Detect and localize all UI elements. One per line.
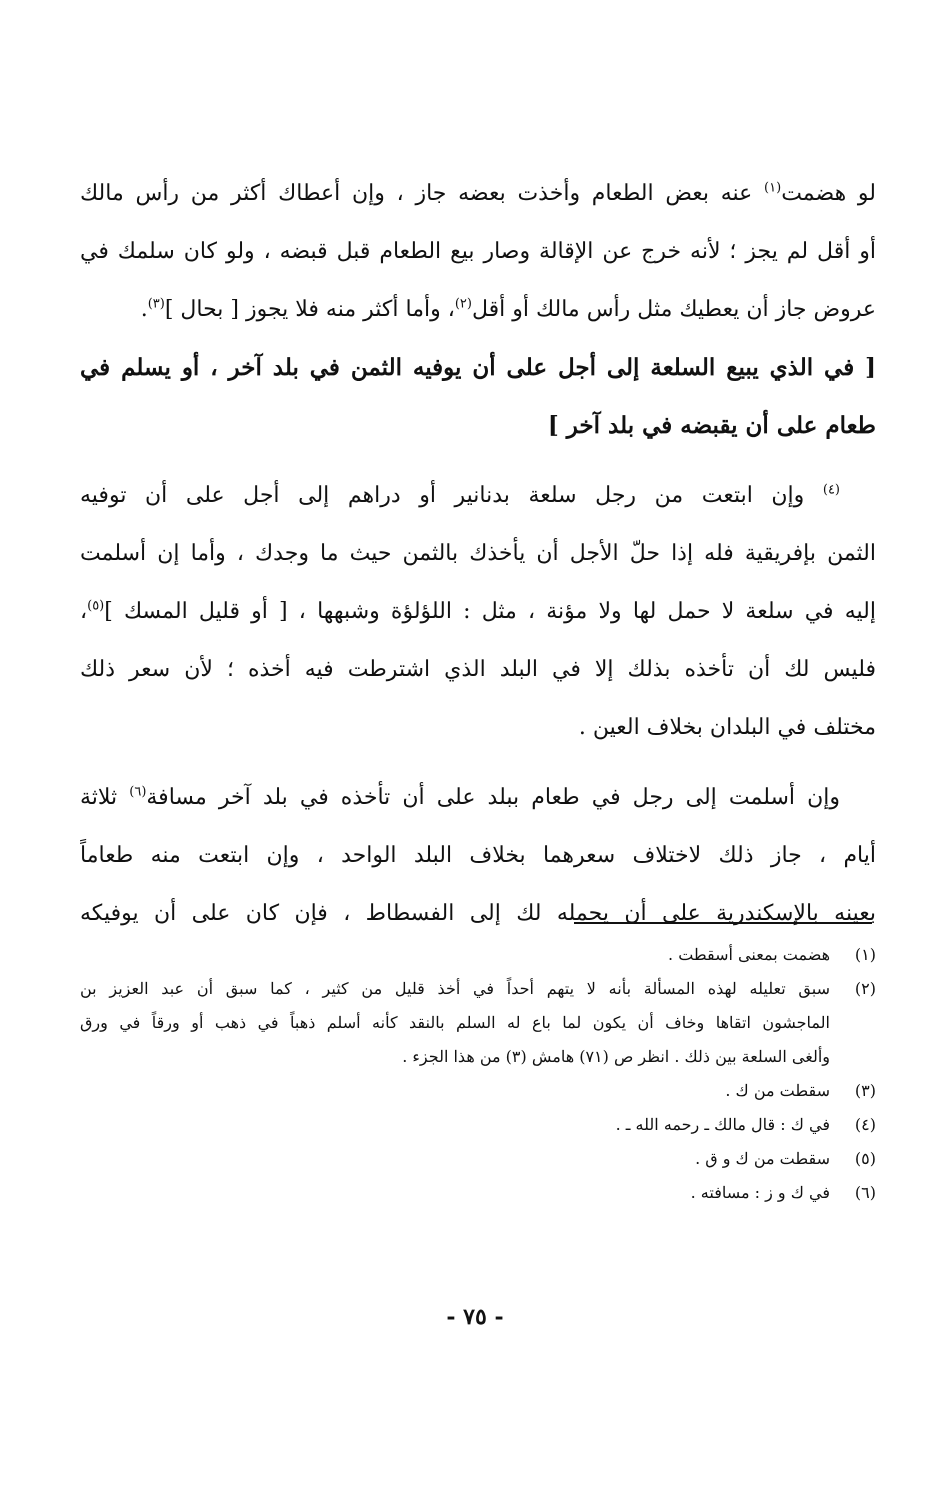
footnote-ref[interactable]: (٤) — [822, 482, 840, 498]
footnote-ref[interactable]: (٦) — [129, 784, 147, 800]
footnote-item — [80, 1108, 876, 1142]
footnote-number: (٦) — [854, 1183, 876, 1202]
text-line: بعينه بالإسكندرية على أن يحمله لك إلى الفسطاط ، فإن كان على أن يوفيكه — [80, 901, 876, 926]
text-line: الثمن بإفريقية فله إذا حلّ الأجل أن يأخذك بالثمن حيث ما وجدك ، وأما إن أسلمت — [80, 541, 876, 566]
text-line: أيام ، جاز ذلك لاختلاف سعرهما بخلاف البلد الواحد ، وإن ابتعت منه طعاماً — [80, 843, 876, 868]
footnote-text: سقطت من ك . — [725, 1081, 830, 1100]
text-line: إليه في سلعة لا حمل لها ولا مؤنة ، مثل : اللؤلؤة وشبهها ، [ أو قليل المسك ]$^{(٥)}$، — [80, 598, 876, 624]
footnote-item — [80, 938, 876, 972]
footnote-divider — [574, 922, 872, 924]
main-text — [80, 165, 876, 943]
text-line: مختلف في البلدان بخلاف العين . — [578, 715, 876, 740]
footnote-number: (٣) — [854, 1081, 876, 1100]
section-heading-line: [ في الذي يبيع السلعة إلى أجل على أن يوفيه الثمن في بلد آخر ، أو يسلم في — [80, 354, 876, 381]
footnote-number: (٢) — [854, 979, 876, 998]
text-line: عروض جاز أن يعطيك مثل رأس مالك أو أقل$^{(٢)}$، وأما أكثر منه فلا يجوز [ بحال ]$^{(٣)}$. — [140, 296, 876, 322]
footnote-item — [80, 1176, 876, 1210]
text-line: وإن أسلمت إلى رجل في طعام ببلد على أن تأخذه في بلد آخر مسافة$^{(٦)}$ ثلاثة — [80, 784, 840, 810]
footnote-ref[interactable]: (٥) — [87, 598, 105, 614]
text-line: فليس لك أن تأخذه بذلك إلا في البلد الذي اشترطت فيه أخذه ؛ لأن سعر ذلك — [80, 657, 876, 682]
footnote-number: (٤) — [854, 1115, 876, 1134]
section-heading-line: طعام على أن يقبضه في بلد آخر ] — [547, 412, 876, 439]
footnote-number: (٥) — [854, 1149, 876, 1168]
footnote-text: هضمت بمعنى أسقطت . — [668, 945, 830, 964]
footnote-ref[interactable]: (٢) — [454, 296, 472, 312]
footnote-number: (١) — [854, 945, 876, 964]
footnote-ref[interactable]: (١) — [764, 180, 782, 196]
footnote-text: سبق تعليله لهذه المسألة بأنه لا يتهم أحداً في أخذ قليل من كثير ، كما سبق أن عبد العزيز بن الماجشون اتقاها وخاف أن يكون لما باع له السلم بالنقد كأنه أسلم ذهباً في ذهب أو ورقاً في ورق وألغى السلعة بين ذلك . انظر ص (٧١) هامش (٣) من هذا الجزء . — [80, 979, 830, 1066]
footnote-text: في ك و ز : مسافته . — [690, 1183, 830, 1202]
text-line: لو هضمت$^{(١)}$ عنه بعض الطعام وأخذت بعضه جاز ، وإن أعطاك أكثر من رأس مالك — [80, 180, 876, 206]
footnote-item — [80, 972, 876, 1074]
footnote-item — [80, 1142, 876, 1176]
text-line: أو أقل لم يجز ؛ لأنه خرج عن الإقالة وصار بيع الطعام قبل قبضه ، ولو كان سلمك في — [80, 239, 876, 264]
footnote-text: سقطت من ك و ق . — [695, 1149, 830, 1168]
footnote-ref[interactable]: (٣) — [147, 296, 165, 312]
text-line: $^{(٤)}$ وإن ابتعت من رجل سلعة بدنانير أو دراهم إلى أجل على أن توفيه — [80, 482, 840, 508]
footnote-text: في ك : قال مالك ـ رحمه الله ـ . — [615, 1115, 830, 1134]
footnote-item — [80, 1074, 876, 1108]
page-number: - ٧٥ - — [446, 1304, 504, 1330]
footnotes — [80, 938, 876, 1210]
